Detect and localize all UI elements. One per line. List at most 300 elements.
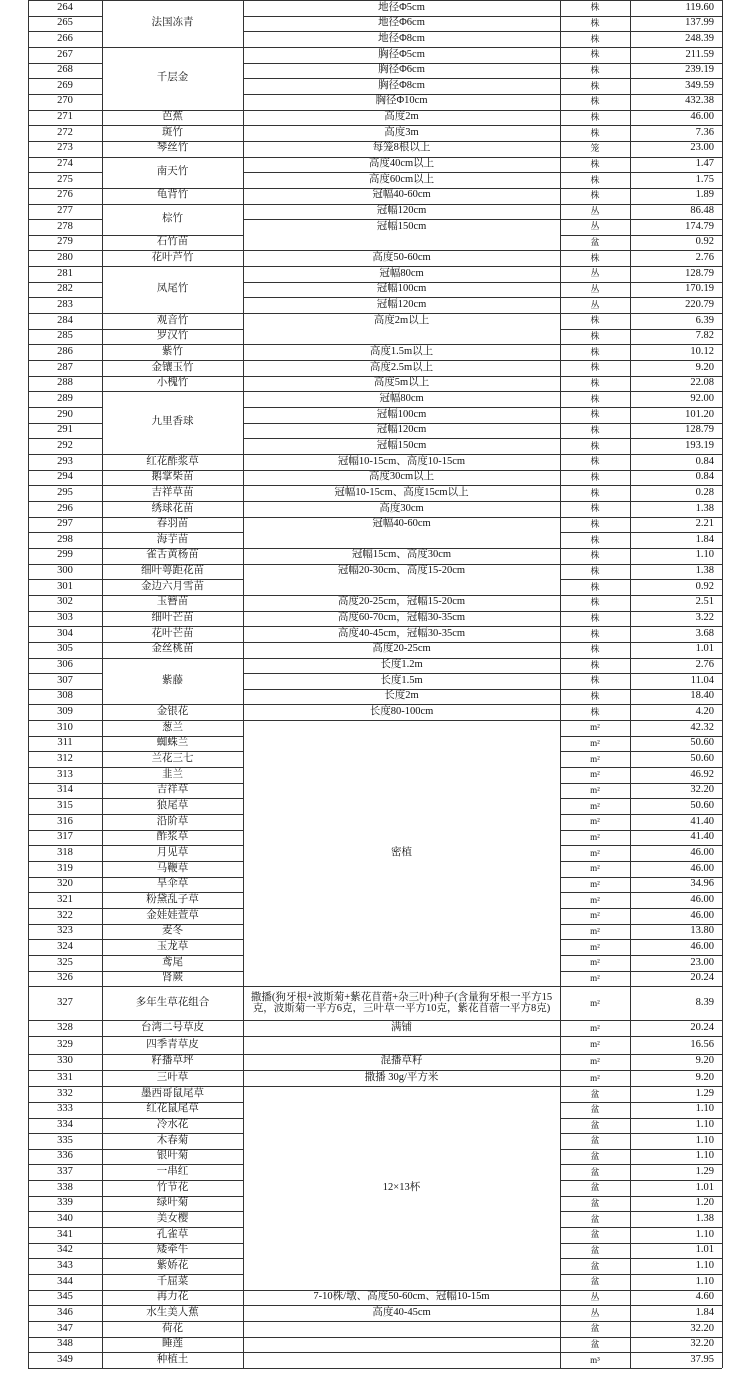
item-name: 粉黛乱子草 <box>146 893 199 905</box>
item-spec <box>243 579 560 595</box>
item-price: 1.38 <box>695 1213 714 1224</box>
row-number: 324 <box>57 940 73 952</box>
item-name: 细叶芒苗 <box>151 612 194 624</box>
item-spec: 地径Φ5cm <box>378 1 425 13</box>
item-name: 九里香球 <box>151 416 194 428</box>
row-number: 326 <box>57 972 73 984</box>
item-spec: 高度30cm <box>379 502 424 514</box>
item-price: 1.84 <box>695 533 714 545</box>
row-number: 314 <box>57 784 73 796</box>
item-price: 2.76 <box>695 659 714 671</box>
item-price: 41.40 <box>690 815 714 827</box>
item-price: 1.01 <box>695 643 714 655</box>
item-price: 46.92 <box>690 768 714 780</box>
item-spec: 冠幅20-30cm、高度15-20cm <box>337 565 466 577</box>
item-unit: 盆 <box>590 1104 600 1115</box>
item-price: 0.84 <box>695 471 714 483</box>
row-number: 298 <box>57 533 73 545</box>
item-price: 9.20 <box>695 1071 714 1083</box>
item-name: 玉簪苗 <box>156 596 189 608</box>
row-number: 289 <box>57 392 73 404</box>
row-number: 307 <box>57 674 73 686</box>
row-number: 291 <box>57 424 73 436</box>
item-name: 荷花 <box>162 1322 183 1334</box>
item-spec <box>243 1321 560 1337</box>
row-number: 274 <box>57 158 73 170</box>
item-name: 金丝桃苗 <box>151 643 194 655</box>
item-unit: 盆 <box>590 1245 600 1256</box>
item-name: 凤尾竹 <box>156 283 189 295</box>
item-spec <box>243 1337 560 1353</box>
item-spec: 冠幅10-15cm、高度10-15cm <box>337 455 466 467</box>
item-price: 211.59 <box>685 48 714 60</box>
item-unit: m³ <box>590 1354 600 1365</box>
item-unit: 株 <box>590 80 600 91</box>
item-price: 42.32 <box>690 721 714 733</box>
item-name: 葱兰 <box>162 721 183 733</box>
row-number: 344 <box>57 1275 73 1287</box>
item-name: 矮牵牛 <box>156 1244 189 1256</box>
item-unit: m² <box>590 878 600 889</box>
row-number: 285 <box>57 330 73 342</box>
item-price: 41.40 <box>690 831 714 843</box>
item-price: 3.22 <box>695 612 714 624</box>
item-unit: 株 <box>590 111 600 122</box>
row-number: 297 <box>57 518 73 530</box>
item-name: 韭兰 <box>162 768 183 780</box>
item-unit: 丛 <box>590 221 600 232</box>
item-name: 观音竹 <box>156 314 189 326</box>
row-number: 308 <box>57 690 73 702</box>
item-price: 1.10 <box>695 1150 714 1162</box>
row-number: 300 <box>57 565 73 577</box>
item-price: 1.38 <box>695 502 714 514</box>
item-spec: 冠幅15cm、高度30cm <box>351 549 452 561</box>
item-name: 细叶萼距花苗 <box>141 565 204 577</box>
item-spec: 高度40-45cm，冠幅30-35cm <box>337 627 466 639</box>
item-price: 34.96 <box>690 878 714 890</box>
item-price: 7.36 <box>695 126 714 138</box>
item-spec: 冠幅120cm <box>376 424 427 436</box>
row-number: 286 <box>57 345 73 357</box>
row-number: 312 <box>57 753 73 764</box>
item-price: 128.79 <box>685 424 714 436</box>
item-spec: 高度3m <box>384 126 419 138</box>
item-price: 1.20 <box>695 1197 714 1209</box>
item-name: 紫娇花 <box>156 1259 189 1271</box>
item-price: 170.19 <box>685 283 714 295</box>
item-name: 金镶玉竹 <box>151 361 194 373</box>
item-name: 金边六月雪苗 <box>141 580 204 592</box>
item-name: 琴丝竹 <box>156 142 189 154</box>
item-name: 海芋苗 <box>156 533 189 545</box>
item-price: 128.79 <box>685 267 714 279</box>
merged-spec: 12×13杯 <box>382 1181 421 1193</box>
item-price: 248.39 <box>685 32 714 44</box>
row-number: 284 <box>57 314 73 326</box>
item-spec: 高度5m以上 <box>373 377 430 389</box>
item-unit: m² <box>590 753 600 764</box>
item-spec: 长度1.5m <box>380 674 423 686</box>
row-number: 270 <box>57 95 73 107</box>
item-name: 一串红 <box>156 1166 189 1178</box>
item-unit: 株 <box>590 127 600 138</box>
item-price: 1.10 <box>695 1119 714 1131</box>
item-price: 1.10 <box>695 1134 714 1146</box>
row-number: 321 <box>57 893 73 905</box>
item-unit: m² <box>590 800 600 811</box>
item-spec: 高度2m <box>384 111 419 123</box>
row-number: 302 <box>57 596 73 608</box>
item-unit: 株 <box>590 17 600 28</box>
item-spec: 高度30cm以上 <box>368 471 435 483</box>
item-price: 13.80 <box>690 925 714 937</box>
row-divider <box>102 1368 243 1369</box>
row-number: 330 <box>57 1055 73 1067</box>
item-name: 台湾二号草皮 <box>141 1021 204 1033</box>
item-name: 银叶菊 <box>156 1150 189 1162</box>
item-price: 11.04 <box>690 674 714 686</box>
row-number: 331 <box>57 1071 73 1083</box>
item-spec: 冠幅10-15cm、高度15cm以上 <box>334 486 469 498</box>
row-number: 269 <box>57 79 73 91</box>
item-unit: 株 <box>590 597 600 608</box>
item-name: 斑竹 <box>162 126 183 138</box>
item-price: 101.20 <box>685 408 714 420</box>
row-number: 334 <box>57 1119 73 1131</box>
item-spec: 长度1.2m <box>380 659 423 671</box>
item-unit: m² <box>590 997 600 1008</box>
item-name: 金娃娃萱草 <box>146 909 199 921</box>
item-unit: m² <box>590 1022 600 1033</box>
item-price: 32.20 <box>690 1338 714 1350</box>
item-unit: 株 <box>590 471 600 482</box>
item-spec: 胸径Φ10cm <box>375 95 428 107</box>
row-number: 339 <box>57 1197 73 1209</box>
row-number: 316 <box>57 815 73 827</box>
item-price: 32.20 <box>690 1322 714 1334</box>
row-number: 275 <box>57 173 73 185</box>
row-number: 279 <box>57 236 73 248</box>
item-spec: 冠幅40-60cm <box>372 518 431 530</box>
item-name: 冷水花 <box>156 1119 189 1131</box>
item-unit: 株 <box>590 691 600 702</box>
item-spec: 长度2m <box>384 690 419 702</box>
item-spec: 地径Φ8cm <box>378 32 425 44</box>
row-number: 320 <box>57 878 73 890</box>
item-name: 睡莲 <box>162 1338 183 1350</box>
item-unit: 株 <box>590 456 600 467</box>
row-number: 338 <box>57 1181 73 1193</box>
item-name: 水生美人蕉 <box>146 1306 199 1318</box>
item-name: 鹅掌柴苗 <box>151 471 194 483</box>
item-price: 37.95 <box>690 1353 714 1365</box>
row-number: 301 <box>57 580 73 592</box>
item-unit: 株 <box>590 64 600 75</box>
item-unit: m² <box>590 769 600 780</box>
item-name: 紫藤 <box>162 674 183 686</box>
item-price: 50.60 <box>690 737 714 749</box>
item-unit: 株 <box>590 628 600 639</box>
item-unit: 株 <box>590 581 600 592</box>
item-name: 罗汉竹 <box>156 330 189 342</box>
item-unit: 盆 <box>590 1276 600 1287</box>
item-price: 432.38 <box>685 95 714 107</box>
item-unit: 株 <box>590 96 600 107</box>
item-spec: 高度40-45cm <box>372 1306 431 1318</box>
item-price: 1.29 <box>695 1166 714 1178</box>
item-spec: 高度2.5m以上 <box>369 361 434 373</box>
item-unit: 株 <box>590 550 600 561</box>
item-name: 法国冻青 <box>151 17 194 29</box>
item-price: 50.60 <box>690 799 714 811</box>
item-unit: 株 <box>590 49 600 60</box>
item-spec: 胸径Φ6cm <box>378 64 425 76</box>
item-name: 种植土 <box>156 1353 189 1365</box>
row-number: 345 <box>57 1291 73 1303</box>
item-price: 220.79 <box>685 299 714 310</box>
item-price: 18.40 <box>690 690 714 702</box>
row-number: 280 <box>57 252 73 264</box>
row-number: 349 <box>57 1353 73 1365</box>
row-number: 271 <box>57 111 73 123</box>
item-spec: 满铺 <box>391 1021 412 1033</box>
item-name: 花叶芦竹 <box>151 252 194 264</box>
row-number: 278 <box>57 220 73 232</box>
item-unit: 株 <box>590 612 600 623</box>
item-price: 7.82 <box>695 330 714 342</box>
item-name: 旱伞草 <box>156 878 189 890</box>
item-price: 20.24 <box>690 972 714 984</box>
item-price: 10.12 <box>690 345 714 357</box>
item-name: 小槐竹 <box>156 377 189 389</box>
item-name: 酢浆草 <box>156 831 189 843</box>
item-price: 239.19 <box>685 64 714 76</box>
item-name: 兰花三七 <box>151 753 194 764</box>
item-price: 4.60 <box>695 1291 714 1303</box>
item-unit: m² <box>590 894 600 905</box>
item-name: 四季青草皮 <box>146 1038 199 1050</box>
row-number: 346 <box>57 1306 73 1318</box>
item-name: 红花鼠尾草 <box>146 1103 199 1115</box>
item-unit: 盆 <box>590 1135 600 1146</box>
item-unit: m² <box>590 1039 600 1050</box>
item-price: 8.39 <box>695 996 714 1008</box>
item-spec: 冠幅120cm <box>376 299 427 310</box>
item-spec <box>243 532 560 548</box>
item-unit: 盆 <box>590 1229 600 1240</box>
item-name: 雀舌黄杨苗 <box>146 549 199 561</box>
item-price: 1.10 <box>695 549 714 561</box>
item-unit: 株 <box>590 362 600 373</box>
item-name: 棕竹 <box>162 212 183 224</box>
row-number: 340 <box>57 1213 73 1224</box>
row-divider <box>28 1368 102 1369</box>
item-unit: 株 <box>590 659 600 670</box>
row-number: 332 <box>57 1087 73 1099</box>
item-name: 绣球花苗 <box>151 502 194 514</box>
item-price: 46.00 <box>690 909 714 921</box>
row-number: 333 <box>57 1103 73 1115</box>
item-unit: 株 <box>590 378 600 389</box>
item-spec: 冠幅100cm <box>376 283 427 295</box>
row-divider <box>560 1368 630 1369</box>
row-number: 309 <box>57 706 73 718</box>
row-number: 276 <box>57 189 73 201</box>
item-unit: m² <box>590 941 600 952</box>
item-name: 石竹苗 <box>156 236 189 248</box>
item-unit: 盆 <box>590 1151 600 1162</box>
item-price: 1.89 <box>695 189 714 201</box>
row-number: 342 <box>57 1244 73 1256</box>
row-number: 287 <box>57 361 73 373</box>
item-unit: m² <box>590 925 600 936</box>
item-spec <box>243 1036 560 1053</box>
item-unit: m² <box>590 832 600 843</box>
item-spec: 冠幅150cm <box>376 439 427 451</box>
row-number: 329 <box>57 1038 73 1050</box>
item-unit: 盆 <box>590 1339 600 1349</box>
row-number: 319 <box>57 862 73 874</box>
row-number: 294 <box>57 471 73 483</box>
item-price: 46.00 <box>690 111 714 123</box>
row-number: 264 <box>57 1 73 13</box>
row-number: 283 <box>57 299 73 310</box>
item-unit: 株 <box>590 190 600 201</box>
merged-spec: 密植 <box>391 846 412 858</box>
item-price: 1.10 <box>695 1259 714 1271</box>
column-divider <box>722 0 723 1368</box>
row-number: 295 <box>57 486 73 498</box>
row-number: 328 <box>57 1021 73 1033</box>
item-unit: 株 <box>590 346 600 357</box>
item-spec: 地径Φ6cm <box>378 17 425 29</box>
item-price: 4.20 <box>695 706 714 718</box>
item-price: 349.59 <box>685 79 714 91</box>
item-name: 春羽苗 <box>156 518 189 530</box>
item-unit: 株 <box>590 503 600 514</box>
item-unit: 株 <box>590 424 600 435</box>
row-number: 303 <box>57 612 73 624</box>
item-unit: 株 <box>590 393 600 404</box>
item-spec: 高度60cm以上 <box>368 173 435 185</box>
item-name: 南天竹 <box>156 165 189 177</box>
item-price: 1.01 <box>695 1244 714 1256</box>
item-name: 玉龙草 <box>156 940 189 952</box>
item-spec: 冠幅150cm <box>376 220 427 232</box>
item-unit: 株 <box>590 158 600 169</box>
item-price: 23.00 <box>690 956 714 968</box>
item-name: 再力花 <box>156 1291 189 1303</box>
item-name: 马鞭草 <box>156 862 189 874</box>
row-number: 310 <box>57 721 73 733</box>
item-unit: m² <box>590 1072 600 1083</box>
item-unit: 株 <box>590 174 600 185</box>
row-number: 318 <box>57 846 73 858</box>
row-number: 277 <box>57 205 73 217</box>
item-unit: 盆 <box>590 1213 600 1224</box>
item-price: 46.00 <box>690 862 714 874</box>
item-unit: 株 <box>590 2 600 13</box>
item-unit: 株 <box>590 409 600 420</box>
item-unit: 株 <box>590 675 600 686</box>
item-spec: 冠幅80cm <box>379 267 424 279</box>
item-name: 沿阶草 <box>156 815 189 827</box>
item-spec: 冠幅100cm <box>376 408 427 420</box>
item-unit: 盆 <box>590 1119 600 1130</box>
item-price: 0.28 <box>695 486 714 498</box>
item-price: 86.48 <box>690 205 714 217</box>
item-price: 22.08 <box>690 377 714 389</box>
item-price: 1.01 <box>695 1181 714 1193</box>
item-unit: m² <box>590 910 600 921</box>
row-number: 267 <box>57 48 73 60</box>
item-price: 119.60 <box>685 1 714 13</box>
item-spec: 冠幅80cm <box>379 392 424 404</box>
row-number: 347 <box>57 1322 73 1334</box>
item-name: 木春菊 <box>156 1134 189 1146</box>
item-spec: 高度40cm以上 <box>368 158 435 170</box>
item-spec: 胸径Φ8cm <box>378 79 425 91</box>
row-number: 296 <box>57 502 73 514</box>
item-name: 墨西哥鼠尾草 <box>141 1087 204 1099</box>
row-number: 293 <box>57 455 73 467</box>
item-price: 193.19 <box>685 439 714 451</box>
item-name: 龟背竹 <box>156 189 189 201</box>
row-divider <box>630 1368 722 1369</box>
row-number: 292 <box>57 439 73 451</box>
item-unit: 丛 <box>590 299 600 310</box>
item-spec: 高度20-25cm，冠幅15-20cm <box>337 596 466 608</box>
item-spec: 高度20-25cm <box>372 643 431 655</box>
item-unit: 株 <box>590 518 600 529</box>
item-unit: 丛 <box>590 1307 600 1318</box>
item-price: 2.76 <box>695 252 714 264</box>
item-price: 46.00 <box>690 940 714 952</box>
item-unit: m² <box>590 863 600 874</box>
item-spec: 高度60-70cm，冠幅30-35cm <box>337 612 466 624</box>
item-spec: 高度1.5m以上 <box>369 345 434 357</box>
item-unit: 株 <box>590 33 600 44</box>
row-number: 335 <box>57 1134 73 1146</box>
item-price: 137.99 <box>685 17 714 29</box>
item-name: 肾蕨 <box>162 972 183 984</box>
row-number: 282 <box>57 283 73 295</box>
item-spec <box>243 329 560 345</box>
item-unit: 丛 <box>590 205 600 216</box>
item-name: 多年生草花组合 <box>135 996 210 1008</box>
row-divider <box>243 1368 560 1369</box>
item-name: 蜘蛛兰 <box>156 737 189 749</box>
item-unit: 盆 <box>590 1166 600 1177</box>
item-spec: 每笼8根以上 <box>372 142 431 154</box>
item-price: 0.84 <box>695 455 714 467</box>
item-unit: m² <box>590 847 600 858</box>
item-price: 1.29 <box>695 1087 714 1099</box>
item-unit: 丛 <box>590 268 600 279</box>
item-name: 麦冬 <box>162 925 183 937</box>
item-name: 月见草 <box>156 846 189 858</box>
item-price: 0.92 <box>695 236 714 248</box>
item-unit: m² <box>590 1056 600 1067</box>
item-unit: 株 <box>590 440 600 451</box>
row-number: 272 <box>57 126 73 138</box>
item-name: 红花酢浆草 <box>146 455 199 467</box>
item-name: 孔雀草 <box>156 1228 189 1240</box>
row-number: 341 <box>57 1228 73 1240</box>
row-number: 343 <box>57 1259 73 1271</box>
item-spec: 高度50-60cm <box>372 252 431 264</box>
